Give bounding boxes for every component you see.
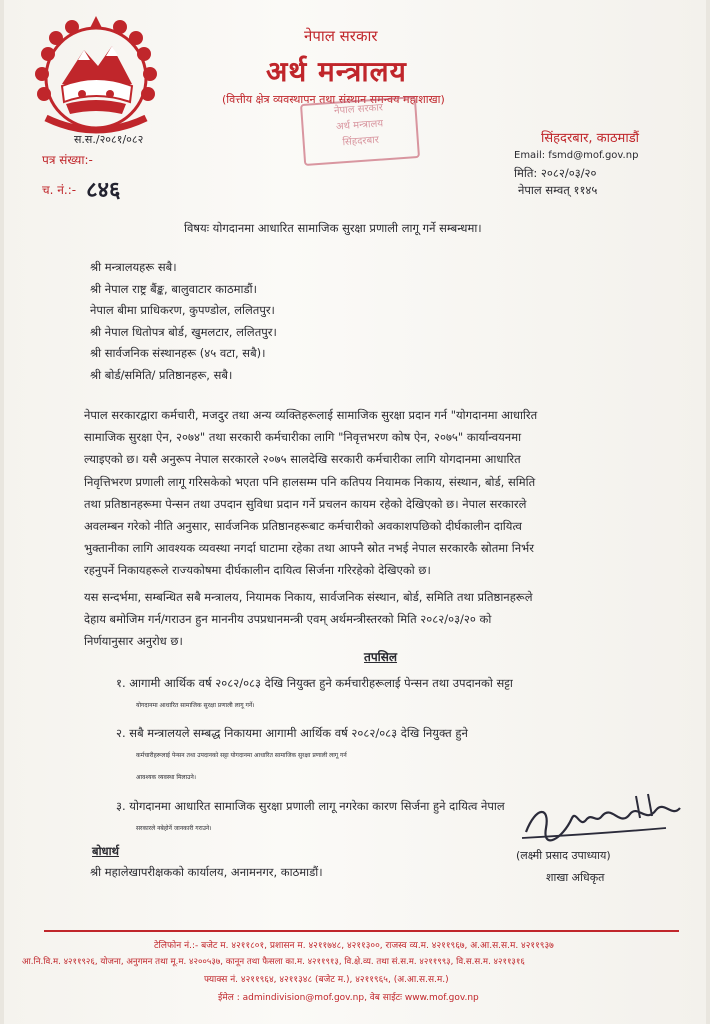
paragraph-line: रहनुपर्ने निकायहरूले राज्यकोषमा दीर्घकालीन दायित्व सिर्जना गरिरहेको देखिएको छ। [84,563,431,578]
office-email: Email: fsmd@mof.gov.np [514,150,639,161]
patra-sankhya-label: पत्र संख्या:- [42,153,93,167]
body-paragraph-1 [84,404,674,582]
subject-line: विषयः योगदानमा आधारित सामाजिक सुरक्षा प्रणाली लागू गर्ने सम्बन्धमा। [184,221,482,235]
item-line: कर्मचारीहरूलाई पेन्सन तथा उपदानको सट्टा योगदानमा आधारित सामाजिक सुरक्षा प्रणाली लागू गर्न [136,751,347,759]
ministry-name: अर्थ मन्त्रालय [266,55,407,88]
stamp-line: अर्थ मन्त्रालय [335,118,384,133]
addressee-item: श्री नेपाल राष्ट्र बैंङ्क, बालुवाटार काठमाडौं। [90,282,258,296]
signature-icon [516,788,686,848]
government-name: नेपाल सरकार [304,27,378,45]
reference-number: स.स./२०८१/०८२ [74,133,144,146]
footer-email-web: ईमेल : admindivision@mof.gov.np, वेब साईटः www.mof.gov.np [218,993,479,1003]
paragraph-line: नेपाल सरकारद्वारा कर्मचारी, मजदुर तथा अन्य व्यक्तिहरूलाई सामाजिक सुरक्षा प्रदान गर्न "योगदानमा आधारित [84,408,538,422]
addressee-item: नेपाल बीमा प्राधिकरण, कुपण्डोल, ललितपुर। [90,303,275,317]
letter-sheet [4,0,706,1024]
addressee-item: श्री मन्त्रालयहरू सबै। [90,260,177,274]
chalani-number [42,174,120,204]
footer-divider [44,930,679,932]
signer-name: (लक्ष्मी प्रसाद उपाध्याय) [516,849,611,862]
paragraph-line: निर्णयानुसार अनुरोध छ। [84,634,183,649]
footer-telephone-2: आ.नि.वि.म. ४२११९२६, योजना, अनुगमन तथा मू.म. ४२००५३७, कानून तथा फैसला का.म. ४२११९१३, वि.क्षे.व्य. तथा सं.स.म. ४२११९९३, वि.स.स.म. ४२११३१६ [22,957,525,967]
item-line: आवश्यक व्यवस्था मिलाउने। [136,774,197,781]
letter-date: मिति: २०८२/०३/२० [514,166,597,180]
addressee-item: श्री नेपाल धितोपत्र बोर्ड, खुमलटार, ललितपुर। [90,325,277,339]
item-line: ३. योगदानमा आधारित सामाजिक सुरक्षा प्रणाली लागू नगरेका कारण सिर्जना हुने दायित्व नेपाल [116,799,505,813]
signer-post: शाखा अधिकृत [546,871,605,884]
item-line: २. सबै मन्त्रालयले सम्बद्ध निकायमा आगामी आर्थिक वर्ष २०८२/०८३ देखि नियुक्त हुने [116,726,468,740]
nepal-samvat: नेपाल सम्वत् ११४५ [518,183,598,197]
tapsil-item-2 [116,722,681,790]
paragraph-line: भुक्तानीका लागि आवश्यक व्यवस्था नगर्दा घाटामा रहेका तथा आफ्नै स्रोत नभई नेपाल सरकारकै स्रोतमा निर्भर [84,541,534,556]
place-name: सिंहदरबार, काठमाडौं [541,131,640,146]
stamp-line: नेपाल सरकार [333,102,384,117]
footer-fax: फ्याक्स नं. ४२११९६४, ४२११३४८ (बजेट म.), ४२११९६५, (अ.आ.स.स.म.) [204,975,449,985]
paragraph-line: ल्याइएको छ। यसै अनुरूप नेपाल सरकारले २०७५ सालदेखि सरकारी कर्मचारीका लागि योगदानमा आधारित [84,452,521,467]
chalani-label: च. नं.:- [42,183,77,197]
body-paragraph-2 [84,586,674,653]
addressee-item: श्री सार्वजनिक संस्थानहरू (४५ वटा, सबै)। [90,346,266,360]
paragraph-line: यस सन्दर्भमा, सम्बन्धित सबै मन्त्रालय, नियामक निकाय, सार्वजनिक संस्थान, बोर्ड, समिति तथा प्रतिष्ठानहरूले [84,590,533,604]
office-stamp [300,96,420,166]
bodhartha-office: श्री महालेखापरीक्षकको कार्यालय, अनामनगर, काठमाडौं। [90,865,323,879]
item-line: योगदानमा आधारित सामाजिक सुरक्षा प्रणाली लागू गर्ने। [136,701,255,709]
footer-telephone: टेलिफोन नं.:- बजेट म. ४२११८०१, प्रशासन म. ४२११७४८, ४२११३००, राजस्व व्य.म. ४२११९६७, अ.आ.स.स.म. ४२११९३७ [154,941,554,951]
bodhartha-label: बोधार्थ [92,844,119,858]
paragraph-line: देहाय बमोजिम गर्न/गराउन हुन माननीय उपप्रधानमन्त्री एवम् अर्थमन्त्रीस्तरको मिति २०८२/०३/२० को [84,612,492,627]
tapsil-item-1 [116,672,681,717]
division-name: (वित्तीय क्षेत्र व्यवस्थापन तथा संस्थान समन्वय महाशाखा) [222,93,445,106]
paragraph-line: सामाजिक सुरक्षा ऐन, २०७४" तथा सरकारी कर्मचारीका लागि "निवृत्तभरण कोष ऐन, २०७५" कार्यान्वयनमा [84,430,522,445]
paragraph-line: अवलम्बन गरेको नीति अनुसार, सार्वजनिक प्रतिष्ठानहरूबाट कर्मचारीको अवकाशपछिको दीर्घकालीन दायित्व [84,519,522,534]
paragraph-line: निवृत्तिभरण प्रणाली लागू गरिसकेको भएता पनि हालसम्म पनि कतिपय नियामक निकाय, संस्थान, बोर्ड, समिति [84,474,536,489]
paragraph-line: तथा प्रतिष्ठानहरूमा पेन्सन तथा उपदान सुविधा प्रदान गर्ने प्रचलन कायम रहेको देखिएको छ। नेपाल सरकारले [84,496,527,511]
item-line: सरकारले नबेहोर्ने जानकारी गराउने। [136,824,212,832]
item-line: १. आगामी आर्थिक वर्ष २०८२/०८३ देखि नियुक्त हुने कर्मचारीहरूलाई पेन्सन तथा उपदानको सट्टा [116,676,513,690]
chalani-value: ८४६ [86,177,121,203]
nepal-emblem-icon [26,14,166,144]
tapsil-heading: तपसिल [364,650,398,664]
stamp-line: सिंहदरबार [342,134,380,149]
addressee-item: श्री बोर्ड/समिति/ प्रतिष्ठानहरू, सबै। [90,368,233,382]
